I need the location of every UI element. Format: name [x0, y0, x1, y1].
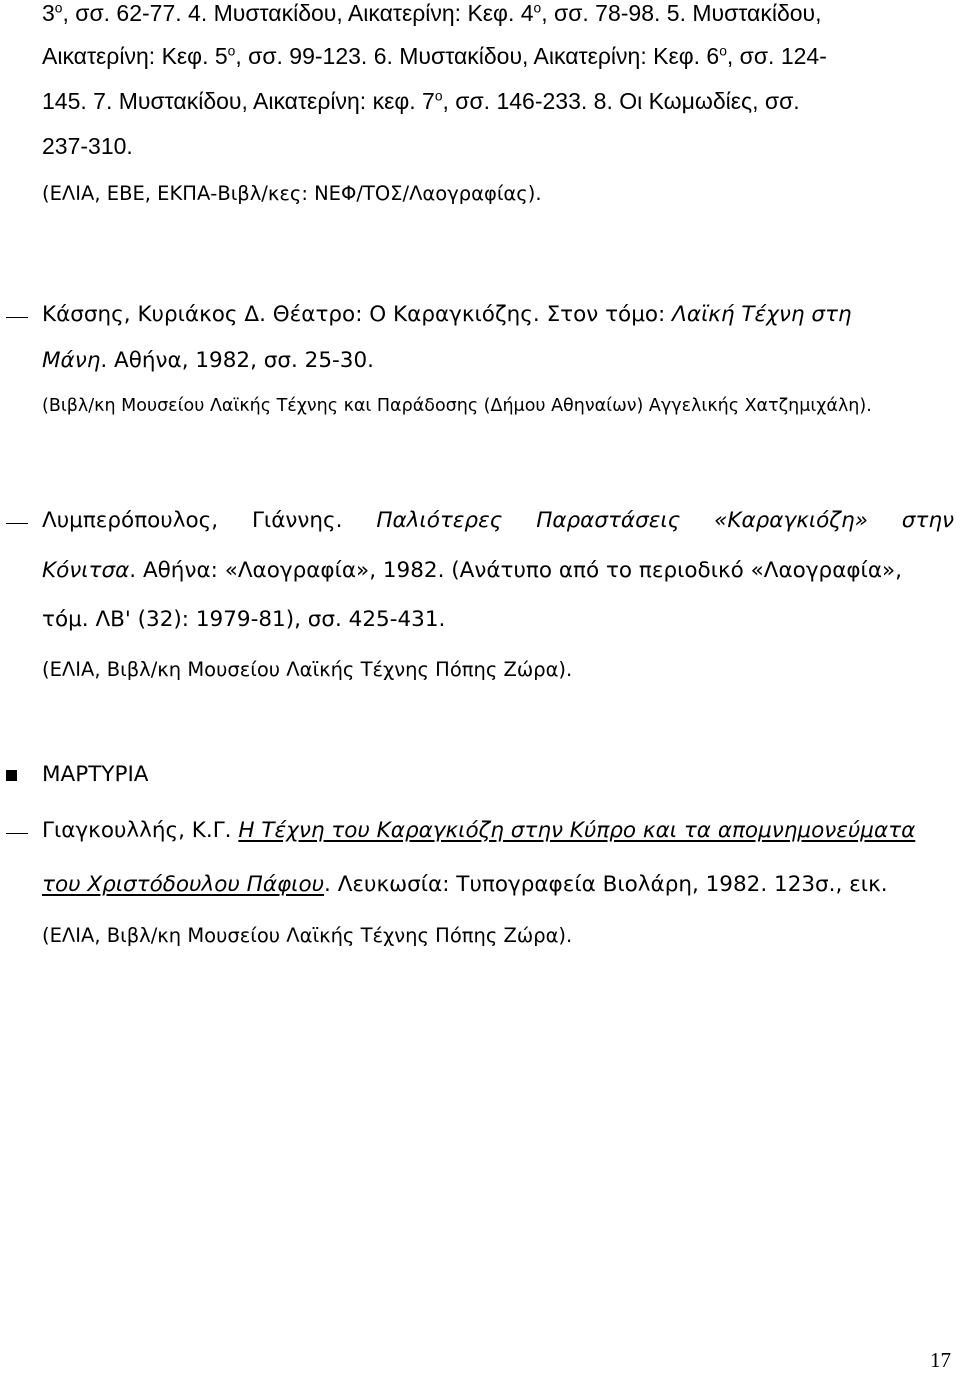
word: Παλιότερες [376, 508, 503, 533]
section-bullet-square [6, 770, 17, 781]
superscript: ο [719, 43, 727, 59]
text-run: 3 [42, 0, 55, 26]
superscript: ο [54, 0, 63, 16]
text-run: , σσ. 124- [726, 43, 827, 69]
continuation-source: (ΕΛΙΑ, ΕΒΕ, ΕΚΠΑ-Βιβλ/κες: ΝΕΦ/ΤΟΣ/Λαογραφίας). [42, 182, 542, 205]
superscript: ο [533, 0, 542, 16]
word: Λυμπερόπουλος, [42, 508, 219, 533]
word: Παραστάσεις [536, 508, 681, 533]
text-run: , σσ. 78-98. 5. Μυστακίδου, [541, 0, 822, 26]
entry-lymperopoulos-source: (ΕΛΙΑ, Βιβλ/κη Μουσείου Λαϊκής Τέχνης Πόπης Ζώρα). [42, 658, 573, 681]
continuation-line-4: 237-310. [42, 133, 133, 159]
entry-kassis-line-2: Μάνη. Αθήνα, 1982, σσ. 25-30. [42, 348, 374, 373]
page-number: 17 [930, 1348, 951, 1372]
section-heading: ΜΑΡΤΥΡΙΑ [42, 762, 149, 787]
entry-lymperopoulos-line-3: τόμ. ΛΒ' (32): 1979-81), σσ. 425-431. [42, 607, 446, 632]
text-run: , σσ. 62-77. 4. Μυστακίδου, Αικατερίνη: Κεφ. 4 [62, 0, 534, 26]
entry-kassis-source: (Βιβλ/κη Μουσείου Λαϊκής Τέχνης και Παράδοσης (Δήμου Αθηναίων) Αγγελικής Χατζημιχάλη). [42, 396, 872, 416]
entry-giagkoullis-line-1: Γιαγκουλλής, Κ.Γ. Η Τέχνη του Καραγκιόζη στην Κύπρο και τα απομνημονεύματα [42, 818, 916, 843]
text-run: 145. 7. Μυστακίδου, Αικατερίνη: κεφ. 7 [42, 88, 435, 114]
text-run: , σσ. 146-233. 8. Οι Κωμωδίες, σσ. [442, 88, 800, 114]
continuation-line-2 [42, 45, 827, 68]
word: Γιάννης. [251, 508, 343, 533]
entry-lymperopoulos-line-2: Κόνιτσα. Αθήνα: «Λαογραφία», 1982. (Ανάτυπο από το περιοδικό «Λαογραφία», [42, 558, 902, 583]
continuation-line-3 [42, 90, 800, 113]
text-run: Αικατερίνη: Κεφ. 5 [42, 43, 228, 69]
bullet-dash [6, 523, 28, 524]
superscript: ο [434, 88, 443, 104]
text-run: , σσ. 99-123. 6. Μυστακίδου, Αικατερίνη: Κεφ. 6 [235, 43, 720, 69]
superscript: ο [227, 43, 236, 59]
bullet-dash [6, 317, 28, 318]
continuation-line-1 [42, 2, 822, 25]
entry-kassis-line-1: Κάσσης, Κυριάκος Δ. Θέατρο: Ο Καραγκιόζης. Στον τόμο: Λαϊκή Τέχνη στη [42, 302, 852, 327]
entry-giagkoullis-line-2: του Χριστόδουλου Πάφιου. Λευκωσία: Τυπογραφεία Βιολάρη, 1982. 123σ., εικ. [42, 872, 888, 897]
entry-lymperopoulos-line-1 [42, 510, 954, 532]
word: στην [901, 508, 954, 533]
bullet-dash [6, 833, 28, 834]
entry-giagkoullis-source: (ΕΛΙΑ, Βιβλ/κη Μουσείου Λαϊκής Τέχνης Πόπης Ζώρα). [42, 924, 573, 947]
word: «Καραγκιόζη» [714, 508, 868, 533]
